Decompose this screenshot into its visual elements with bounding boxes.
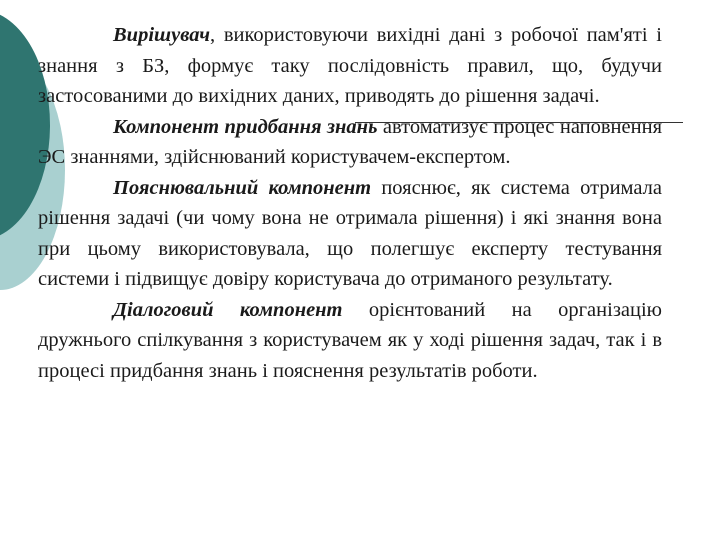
definition-knowledge-acquisition: автоматизує процес наповнення ЭС знаннями, здійснюваний користувачем-експертом. <box>38 115 662 168</box>
term-explanation: Пояснювальний компонент <box>113 176 372 199</box>
term-knowledge-acquisition: Компонент придбання знань <box>113 115 378 138</box>
paragraph-dialogue <box>38 295 662 387</box>
definition-dialogue: орієнтований на організацію дружнього спілкування з користувачем як у ході рішення задач, так і в процесі придбання знань і пояснення результатів роботи. <box>38 298 662 382</box>
definition-explanation: пояснює, як система отримала рішення задачі (чи чому вона не отримала рішення) і які знання вона при цьому використовувала, що полегшує експерту тестування системи і підвищує довіру користувача до отриманого результату. <box>38 176 662 290</box>
paragraph-explanation <box>38 173 662 295</box>
paragraph-knowledge-acquisition <box>38 112 662 173</box>
term-dialogue: Діалоговий компонент <box>113 298 343 321</box>
definition-solver: , використовуючи вихідні дані з робочої пам'яті і знання з БЗ, формує таку послідовність правил, що, будучи застосованими до вихідних даних, приводять до рішення задачі. <box>38 24 662 107</box>
slide-body <box>38 20 662 386</box>
term-solver: Вирішувач <box>113 24 210 46</box>
paragraph-solver <box>38 20 662 112</box>
